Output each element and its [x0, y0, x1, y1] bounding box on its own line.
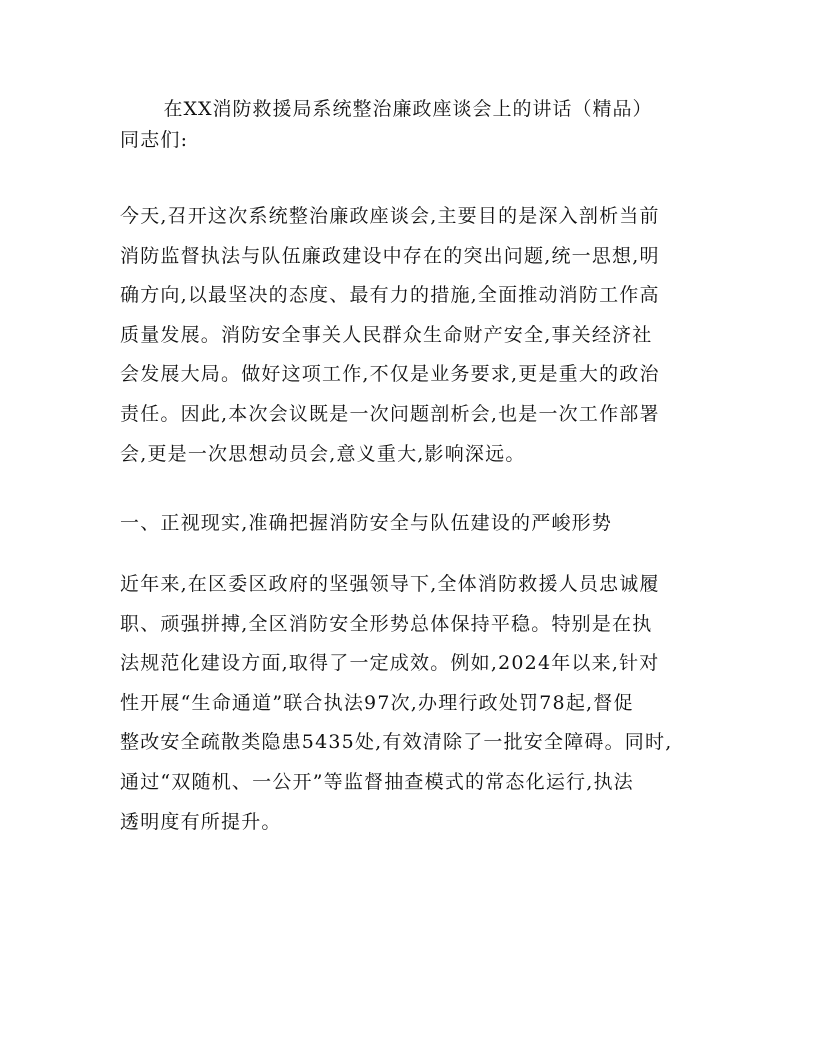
paragraph-line: 法规范化建设方面,取得了一定成效。例如,2024年以来,针对 [120, 652, 660, 675]
paragraph-intro [120, 197, 696, 474]
paragraph-line: 责任。因此,本次会议既是一次问题剖析会,也是一次工作部署 [120, 402, 660, 425]
paragraph-line: 会,更是一次思想动员会,意义重大,影响深远。 [120, 442, 526, 465]
paragraph-line: 整改安全疏散类隐患5435处,有效清除了一批安全障碍。同时, [120, 731, 673, 754]
section-heading-1 [120, 504, 696, 544]
paragraph-line: 质量发展。消防安全事关人民群众生命财产安全,事关经济社 [120, 323, 653, 346]
paragraph-line: 透明度有所提升。 [120, 810, 282, 833]
paragraph-line: 通过“双随机、一公开”等监督抽查模式的常态化运行,执法 [120, 770, 634, 793]
greeting [120, 121, 696, 161]
document-title: 在XX消防救援局系统整治廉政座谈会上的讲话（精品） [163, 98, 653, 120]
paragraph-line: 确方向,以最坚决的态度、最有力的措施,全面推动消防工作高 [120, 284, 660, 307]
paragraph-line: 近年来,在区委区政府的坚强领导下,全体消防救援人员忠诚履 [120, 573, 660, 595]
paragraph-line: 性开展“生命通道”联合执法97次,办理行政处罚78起,督促 [120, 691, 634, 714]
paragraph-line: 会发展大局。做好这项工作,不仅是业务要求,更是重大的政治 [120, 363, 660, 386]
paragraph-line: 消防监督执法与队伍廉政建设中存在的突出问题,统一思想,明 [120, 244, 660, 267]
paragraph-situation [120, 565, 696, 842]
greeting-text: 同志们: [120, 129, 189, 151]
section-heading-text: 一、正视现实,准确把握消防安全与队伍建设的严峻形势 [120, 512, 613, 534]
paragraph-line: 职、顽强拼搏,全区消防安全形势总体保持平稳。特别是在执 [120, 612, 653, 635]
paragraph-line: 今天,召开这次系统整治廉政座谈会,主要目的是深入剖析当前 [120, 205, 660, 227]
